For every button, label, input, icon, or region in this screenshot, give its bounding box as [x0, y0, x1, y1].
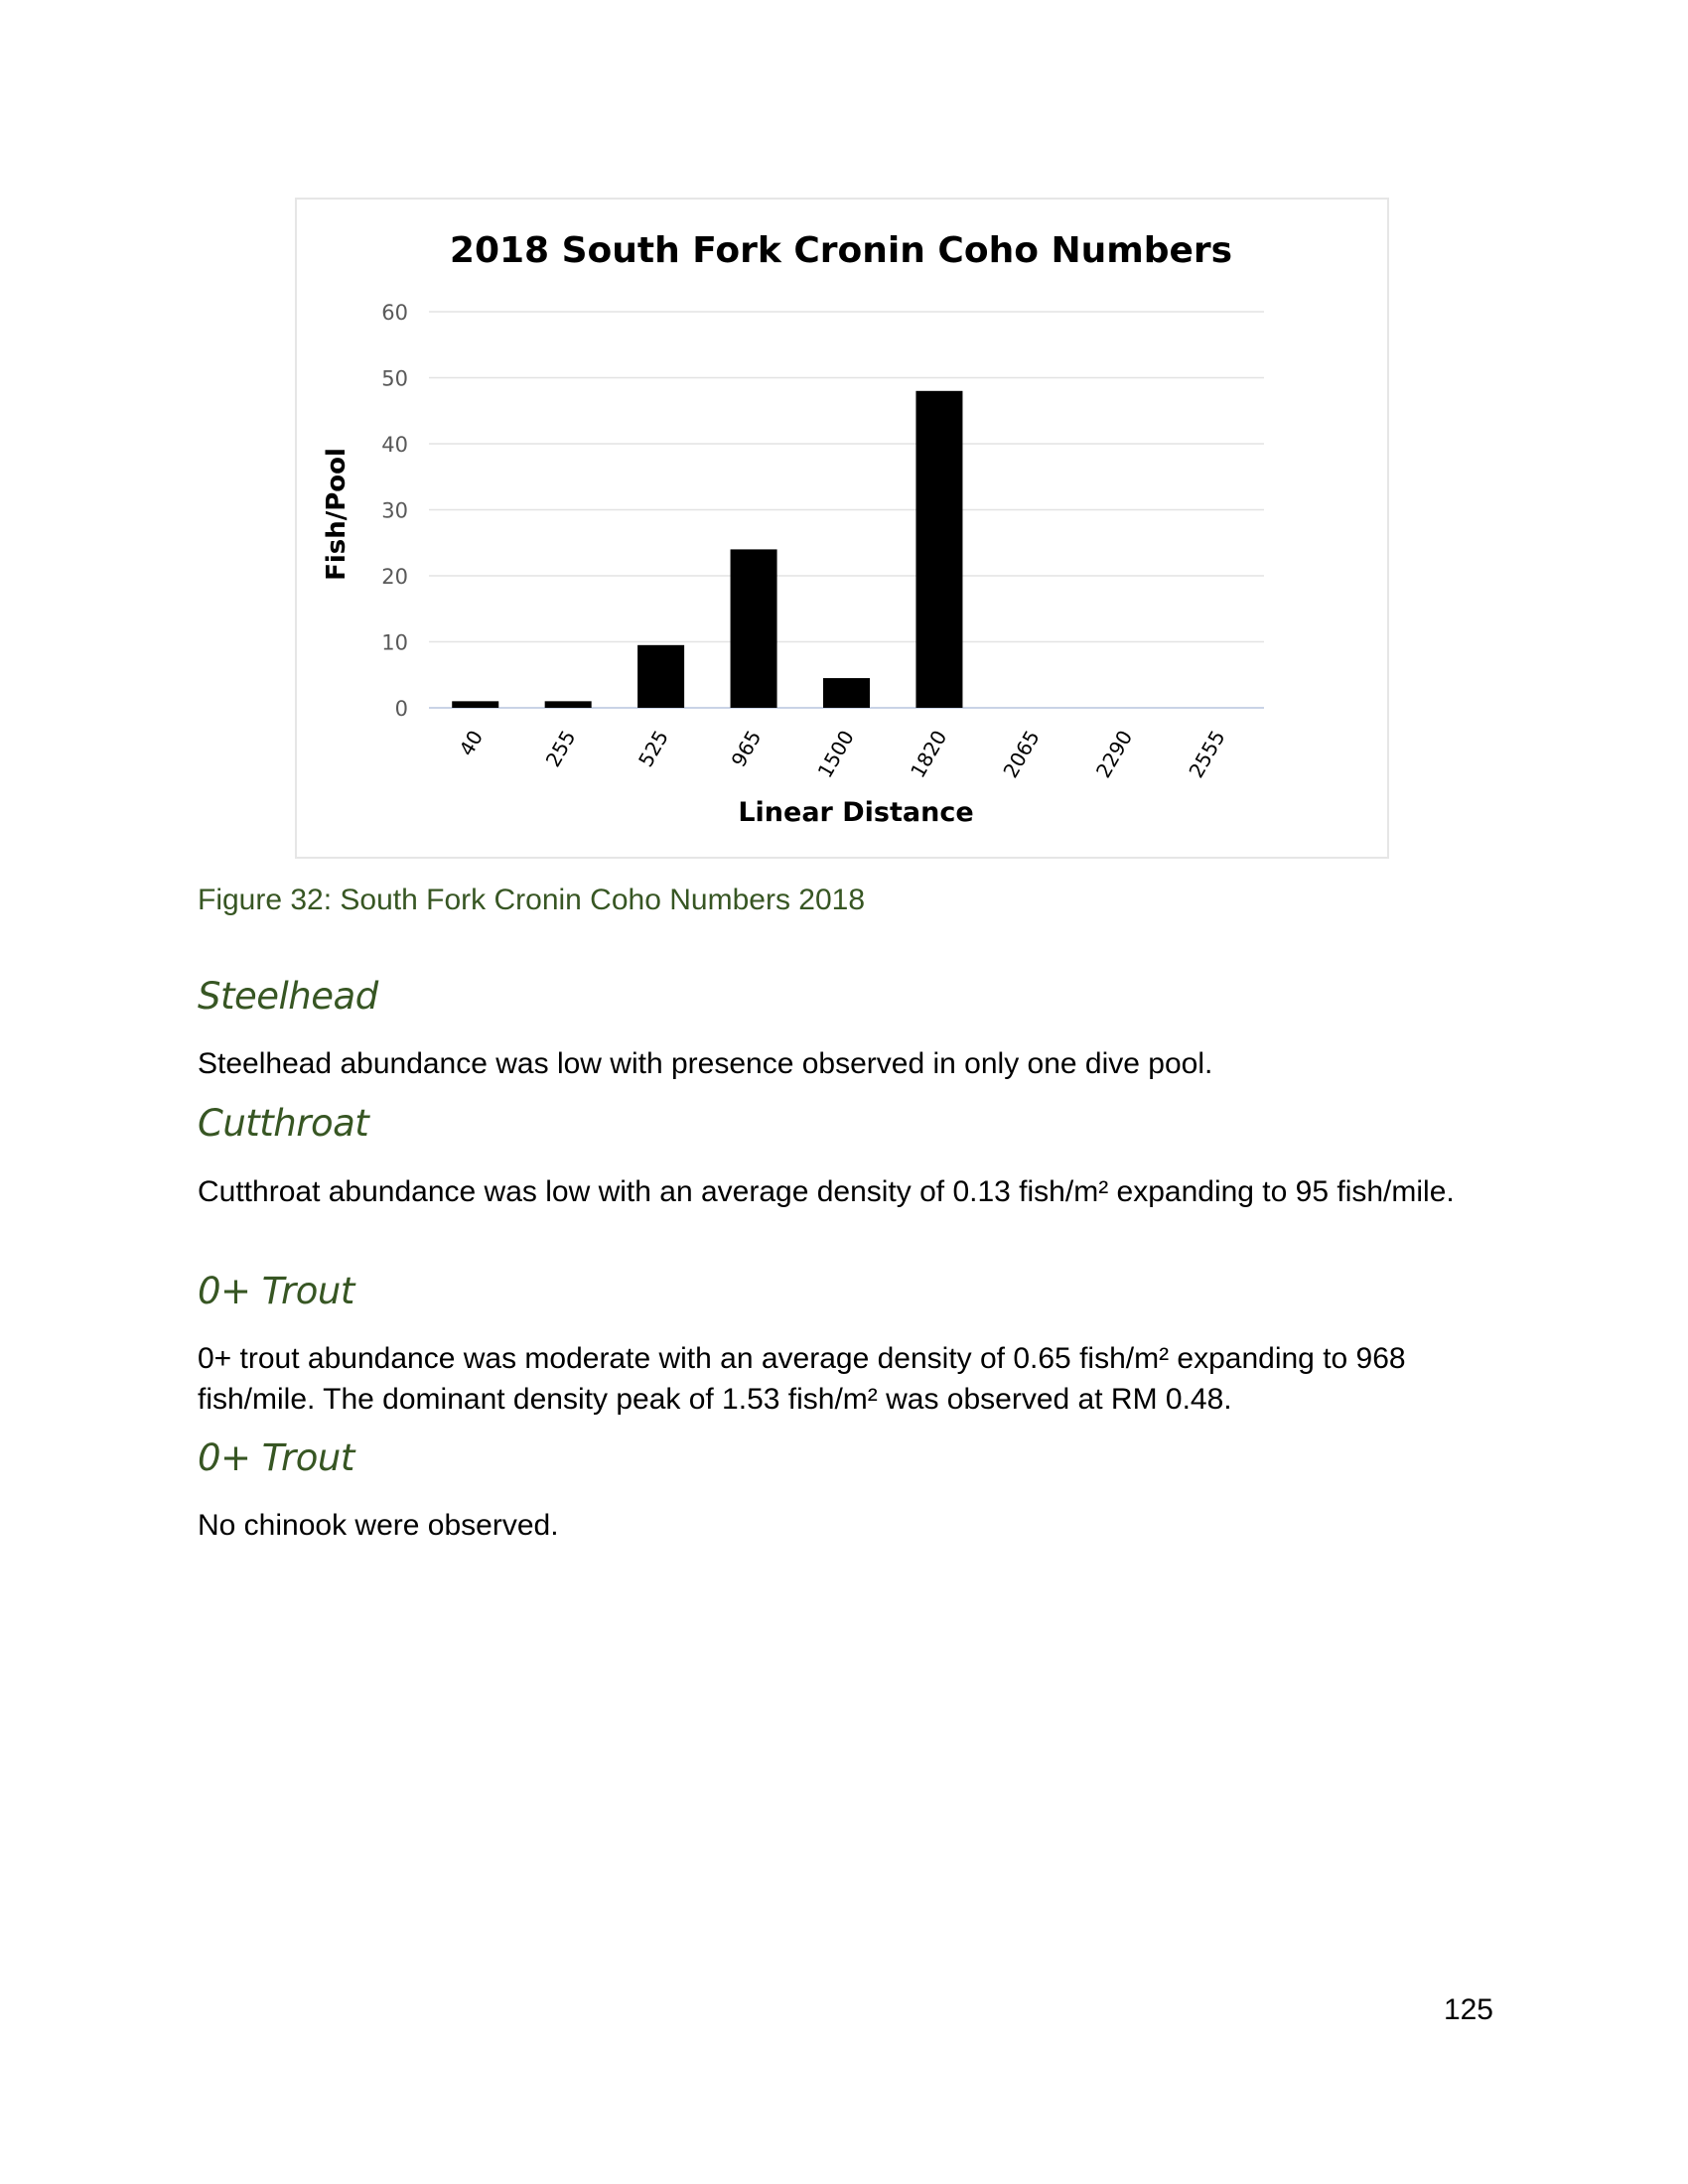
page-number: 125 [1443, 1993, 1493, 2026]
y-tick-label: 10 [381, 630, 408, 655]
section-heading-cutthroat: Cutthroat [198, 1102, 369, 1145]
figure-caption: Figure 32: South Fork Cronin Coho Numbers 2018 [198, 884, 866, 916]
chart-y-ticks [381, 301, 408, 721]
x-tick-label: 1820 [906, 726, 952, 782]
x-tick-label: 965 [726, 726, 767, 771]
y-tick-label: 60 [381, 301, 408, 325]
bar-1820 [915, 391, 962, 708]
section-text-steelhead: Steelhead abundance was low with presence observed in only one dive pool. [198, 1047, 1213, 1080]
chart-x-ticks [455, 727, 1230, 782]
x-tick-label: 2290 [1090, 726, 1138, 782]
x-tick-label: 255 [540, 726, 581, 771]
section-text-trout: 0+ trout abundance was moderate with an average density of 0.65 fish/m² expanding to 968 fish/mile. The dominant density peak of 1.53 fish/m² was observed at RM 0.48. [198, 1342, 1406, 1416]
section-heading-trout: 0+ Trout [198, 1270, 354, 1312]
bar-525 [637, 645, 684, 708]
section-text-chinook: No chinook were observed. [198, 1509, 559, 1542]
chart-title: 2018 South Fork Cronin Coho Numbers [449, 230, 1233, 271]
chart-gridlines [429, 312, 1264, 708]
y-tick-label: 0 [394, 697, 408, 721]
x-tick-label: 2065 [998, 726, 1045, 782]
chart-y-axis-label: Fish/Pool [322, 448, 352, 581]
x-tick-label: 1500 [812, 726, 859, 782]
bar-chart [297, 200, 1391, 861]
section-heading-steelhead: Steelhead [198, 975, 378, 1018]
chart-frame [295, 198, 1389, 859]
x-tick-label: 525 [633, 726, 673, 771]
x-tick-label: 40 [454, 726, 489, 760]
x-tick-label: 2555 [1184, 726, 1230, 782]
bar-255 [545, 701, 592, 708]
bar-40 [452, 701, 498, 708]
chart-x-axis-label: Linear Distance [738, 797, 974, 828]
bar-965 [731, 549, 777, 708]
y-tick-label: 30 [381, 498, 408, 523]
y-tick-label: 40 [381, 433, 408, 457]
section-text-cutthroat: Cutthroat abundance was low with an average density of 0.13 fish/m² expanding to 95 fish/mile. [198, 1175, 1455, 1208]
y-tick-label: 50 [381, 366, 408, 391]
section-heading-chinook: 0+ Trout [198, 1436, 354, 1479]
y-tick-label: 20 [381, 565, 408, 589]
bar-1500 [823, 678, 870, 708]
chart-bars [452, 391, 962, 708]
